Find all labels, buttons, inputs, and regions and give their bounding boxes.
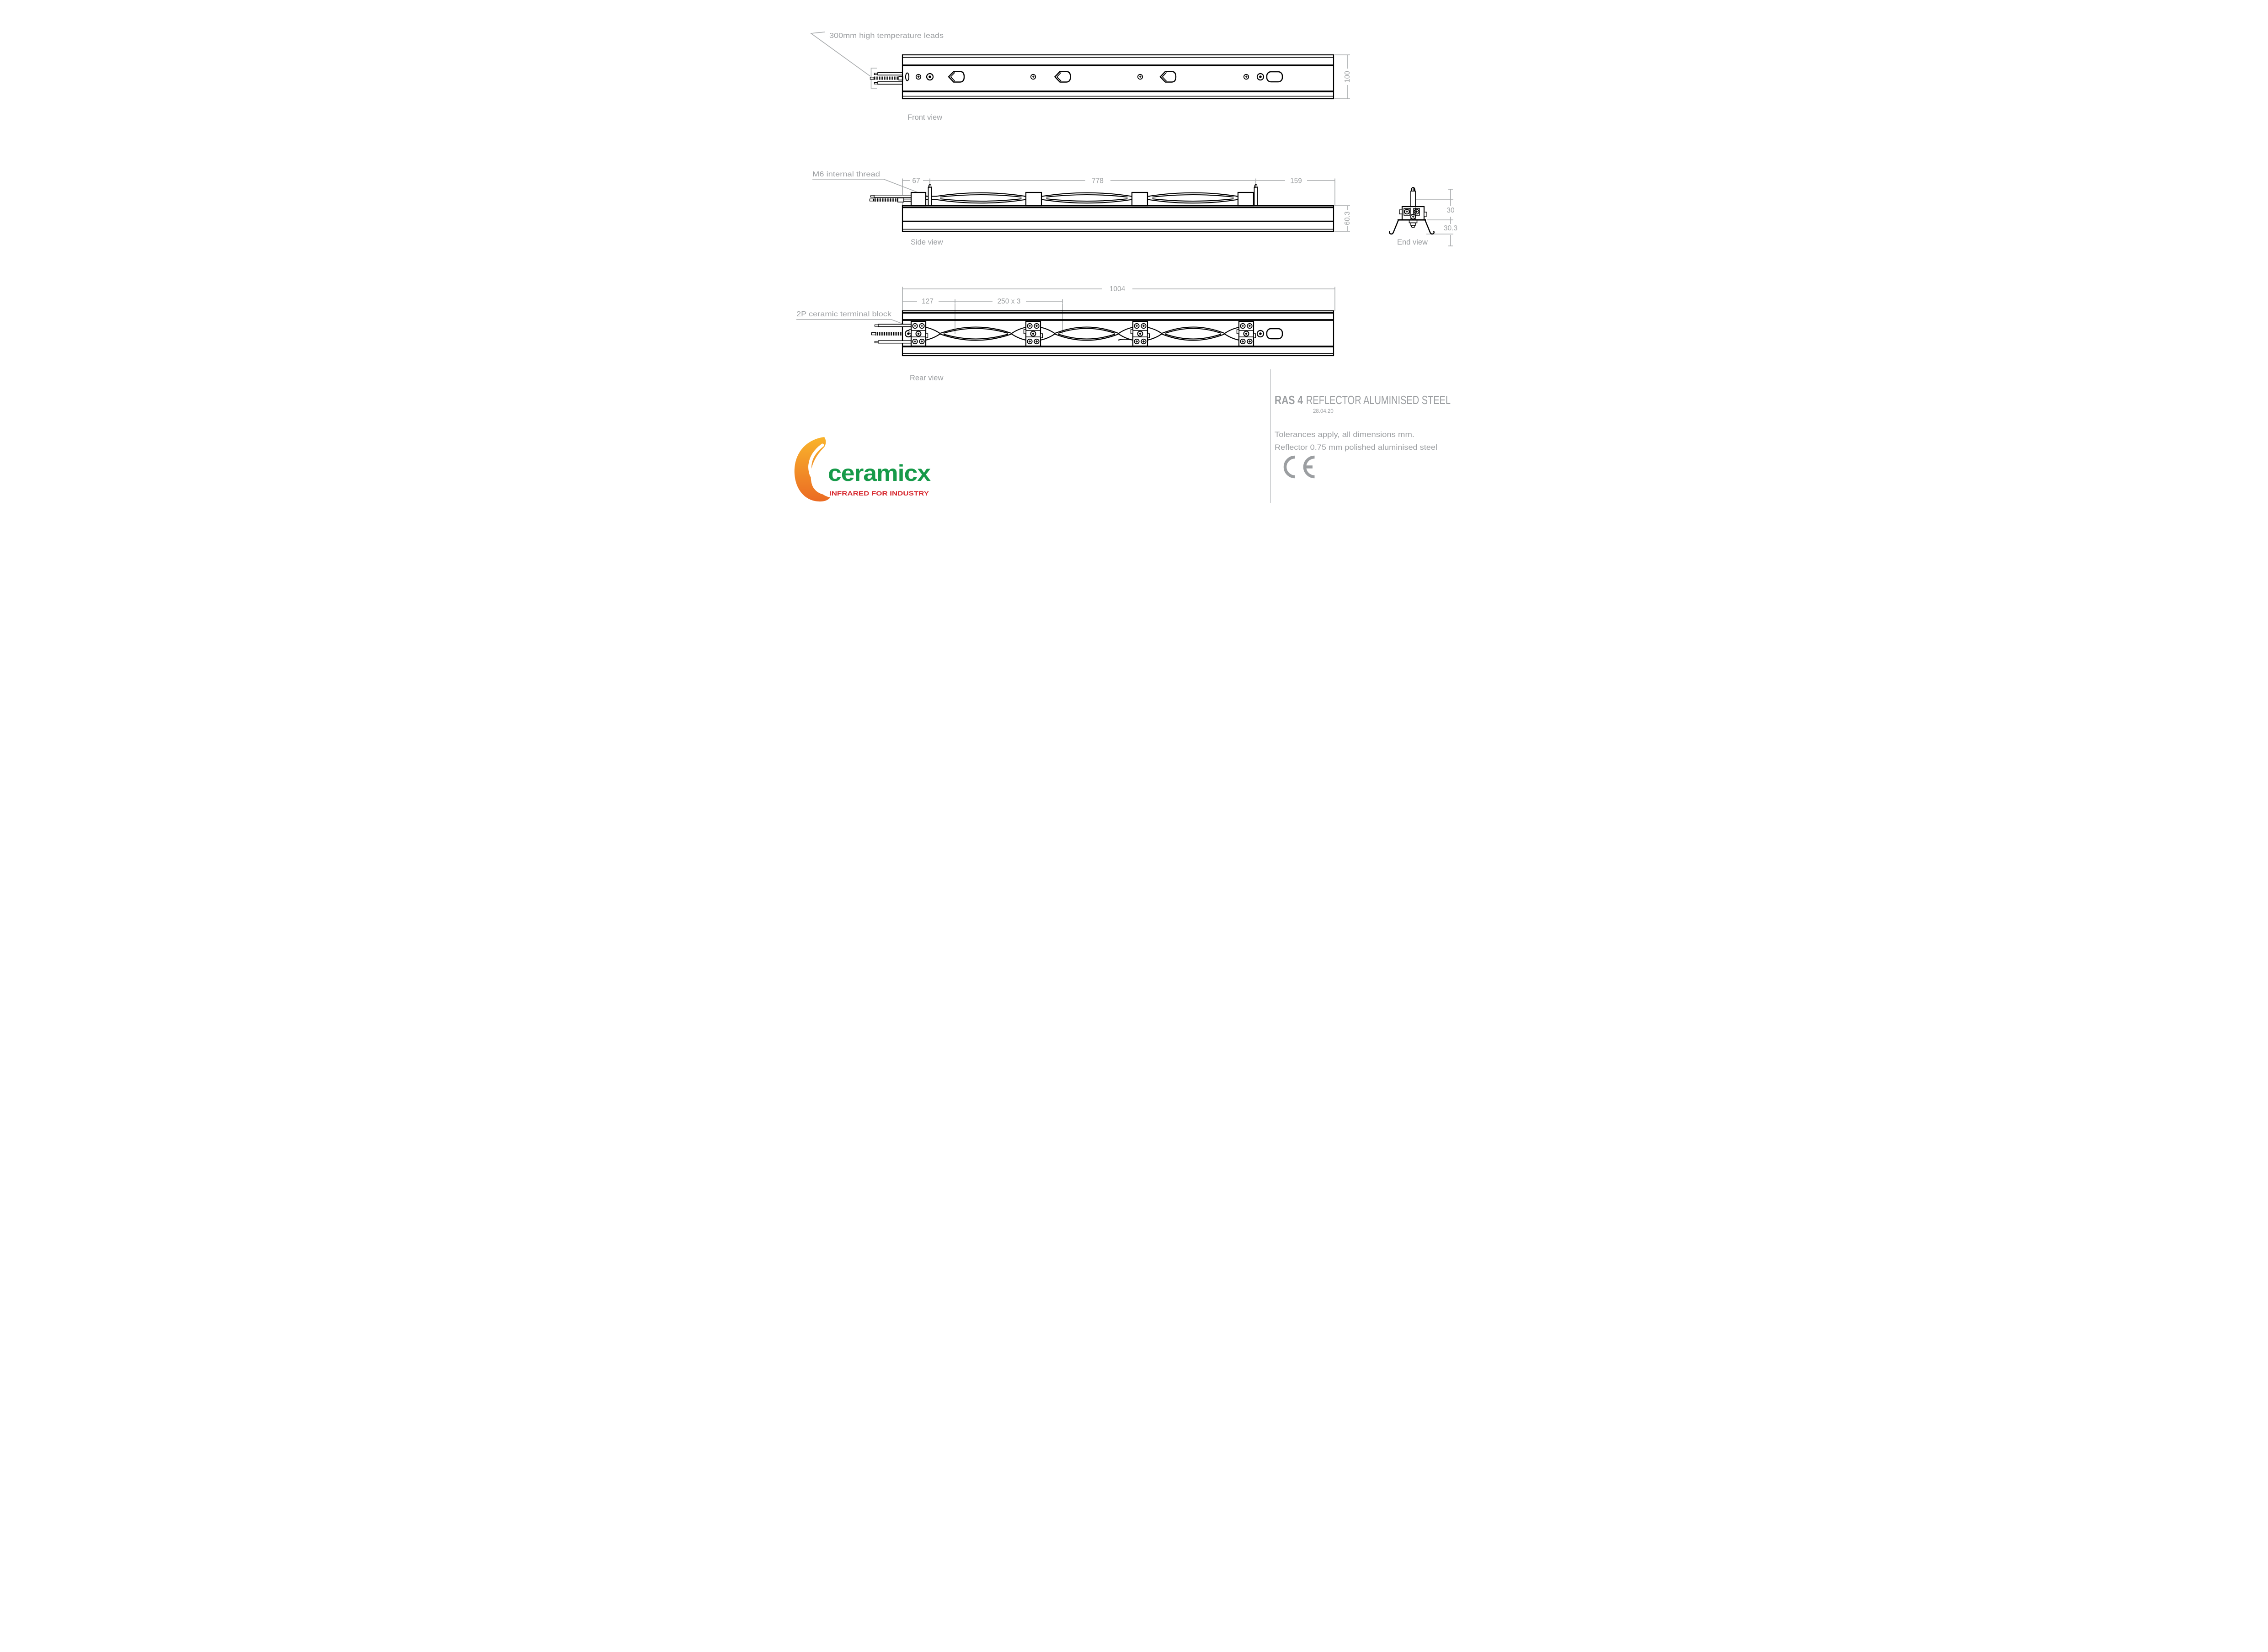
- technical-drawing: [780, 0, 1488, 515]
- end-view-label: End view: [1397, 238, 1428, 246]
- note-line-2: Reflector 0.75 mm polished aluminised steel: [1275, 443, 1437, 452]
- front-view-label: Front view: [907, 113, 943, 122]
- brand-wordmark: ceramicx: [828, 460, 931, 486]
- side-view-label: Side view: [911, 238, 943, 246]
- support-block: [1238, 192, 1254, 206]
- dim-250x3-text: 250 x 3: [997, 298, 1021, 305]
- coil-element: [936, 193, 1026, 203]
- drawing-sheet: [780, 0, 1488, 515]
- keyhole-slot: [1160, 72, 1176, 82]
- thread-note-text: M6 internal thread: [812, 171, 880, 178]
- title-block: [1270, 369, 1451, 503]
- leads-annotation: [811, 32, 944, 88]
- front-leads: [870, 73, 903, 84]
- ceramic-terminal-block: [1131, 321, 1150, 346]
- dim-67-text: 67: [912, 177, 920, 185]
- ceramic-terminal-block: [1024, 321, 1043, 346]
- end-stud: [1411, 187, 1415, 208]
- rear-element-wires: [926, 327, 1239, 341]
- m6-stud: [929, 184, 932, 206]
- dim-30-text: 30: [1446, 207, 1455, 214]
- center-screw-icon: [1411, 214, 1415, 219]
- screw-icon: [1138, 75, 1142, 79]
- support-block: [1132, 192, 1147, 206]
- grommet-icon: [927, 74, 933, 80]
- lead-exit-hole: [906, 73, 909, 81]
- grommet-icon: [1257, 74, 1264, 80]
- front-view: [811, 32, 1351, 122]
- dim-303-text: 30.3: [1443, 224, 1458, 232]
- front-dim-100: [1334, 55, 1351, 99]
- clamp-screw-icon: [1414, 209, 1419, 214]
- terminal-block-side: [911, 192, 926, 206]
- dim-778-text: 778: [1092, 177, 1104, 185]
- m6-stud: [1254, 184, 1258, 206]
- dim-1004-text: 1004: [1109, 285, 1126, 293]
- screw-icon: [1031, 75, 1035, 79]
- plain-slot: [1267, 329, 1282, 339]
- end-terminal-block: [1399, 207, 1427, 228]
- keyhole-slot: [1055, 72, 1071, 82]
- screw-icon: [916, 75, 921, 79]
- side-leads: [870, 195, 912, 202]
- coil-element: [1042, 193, 1132, 203]
- brand-tagline: INFRARED FOR INDUSTRY: [829, 490, 929, 497]
- ceramic-terminal-block: [1237, 321, 1256, 346]
- dim-603-text: 60.3: [1344, 211, 1351, 225]
- side-element-wires: [926, 193, 1244, 203]
- screw-icon: [1244, 75, 1249, 79]
- ceramic-terminal-block: [909, 321, 928, 346]
- front-features: [906, 72, 1282, 82]
- grommet-icon: [1257, 330, 1264, 337]
- flame-icon: [795, 437, 832, 501]
- note-line-1: Tolerances apply, all dimensions mm.: [1275, 430, 1414, 439]
- support-block: [1026, 192, 1041, 206]
- rear-leads: [872, 324, 912, 343]
- rear-dims: [902, 285, 1335, 334]
- dim-127-text: 127: [922, 298, 934, 305]
- ce-mark-icon: [1285, 457, 1315, 477]
- coil-element: [1148, 193, 1238, 203]
- rear-view-label: Rear view: [910, 374, 944, 382]
- dim-159-text: 159: [1290, 177, 1302, 185]
- side-body: [902, 206, 1334, 231]
- product-code: RAS 4: [1275, 393, 1303, 407]
- keyhole-slot: [949, 72, 964, 82]
- clamp-screw-icon: [1404, 209, 1409, 214]
- end-view: [1389, 187, 1457, 246]
- rear-view: [796, 285, 1335, 382]
- leads-note-text: 300mm high temperature leads: [829, 32, 944, 40]
- ceramicx-logo: [795, 437, 931, 501]
- plain-slot: [1267, 72, 1282, 82]
- side-view: [812, 171, 1351, 246]
- drawing-date: 28.04.20: [1313, 409, 1334, 414]
- side-dim-603: [1334, 206, 1351, 231]
- dim-100-text: 100: [1344, 71, 1351, 83]
- product-name: REFLECTOR ALUMINISED STEEL: [1306, 393, 1451, 407]
- terminal-note-text: 2P ceramic terminal block: [796, 310, 892, 318]
